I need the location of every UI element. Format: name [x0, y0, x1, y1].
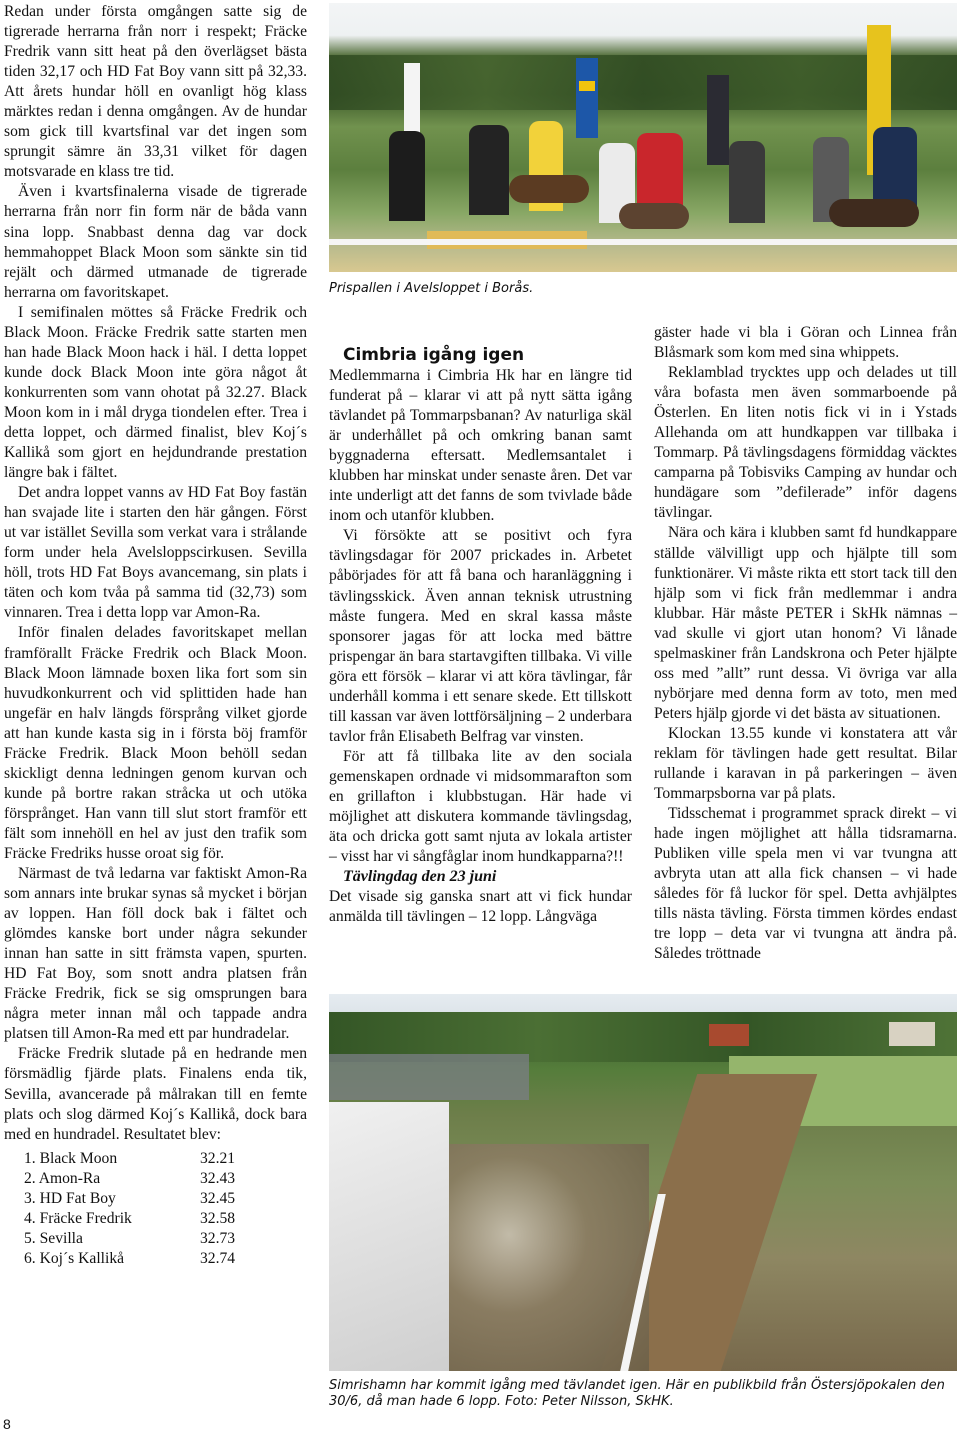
- article-column-1: [4, 2, 307, 1269]
- result-time: 32.73: [200, 1229, 236, 1247]
- greyhound-silhouette: [829, 199, 919, 227]
- paragraph: Nära och kära i klubben samt fd hundkappare ställde välvilligt upp och hjälpte till som funktionärer. Vi måste rikta ett stort tack till den hjälp som vi fick från medlemmar i andra klubbar. Här måste PETER i SkHk nämnas – vad skulle vi gjort utan honom? Vi lånade spelmaskiner från Landskrona och Peter hjälpte oss med ”allt” runt dessa. Vi övriga var alla nybörjare med denna form av toto, men med Peters hjälp gjorde vi det bästa av situationen.: [654, 524, 957, 722]
- flag-dark: [707, 75, 729, 165]
- crowd: [449, 1144, 649, 1371]
- result-dog: 4. Fräcke Fredrik: [24, 1209, 132, 1227]
- greyhound-silhouette: [509, 175, 589, 203]
- paragraph: Tidsschemat i programmet sprack direkt – vi hade ingen möjlighet att hålla tidsramarna. Publiken ville spela men vi var tvungna att avbryta utan att alla fick chansen – vi hade således för få luckor för spel. Detta avhjälptes tills nästa tävling. Första timmen kördes endast tre lopp – deta var vi tvungna att ändra på. Således tröttnade: [654, 805, 957, 963]
- result-row: [24, 1229, 307, 1249]
- photo-caption: Simrishamn har kommit igång med tävlandet igen. Här en publikbild från Östersjöpokalen den 30/6, då man hade 6 lopp. Foto: Peter Nilsson, SkHK.: [329, 1378, 945, 1409]
- section-heading: Cimbria igång igen: [343, 345, 525, 365]
- result-dog: 1. Black Moon: [24, 1149, 118, 1167]
- racetrack-crowd-photo: [329, 994, 957, 1371]
- person-silhouette: [729, 141, 765, 223]
- photo-caption: Prispallen i Avelsloppet i Borås.: [329, 281, 534, 296]
- result-time: 32.21: [200, 1149, 236, 1167]
- article-column-3: [654, 323, 957, 965]
- railing: [329, 239, 957, 245]
- paragraph: Reklamblad trycktes upp och delades ut till våra bofasta men även sommarboende på Österlen. En liten notis fick vi in i Ystads Allehanda om att hundkappen var tillbaka i Tommarp. På tävlingsdagens förmiddag väcktes camparna på Tobisviks Camping av hundar och hundägare som ”defilerade” inför dagens tävlingar.: [654, 364, 957, 522]
- grandstand-roof: [329, 1102, 449, 1371]
- paragraph: Även i kvartsfinalerna visade de tigrerade herrarna från norr fin form när de båda vann sina lopp. Snabbast denna dag var dock hemmahoppet Black Moon som sänkte sin tid rejält och därmed utmanade de tigrerade herrarna om favoritskapet.: [4, 183, 307, 301]
- parked-cars: [329, 1054, 529, 1100]
- person-silhouette: [389, 131, 425, 221]
- result-row: [24, 1209, 307, 1229]
- subheading: Tävlingdag den 23 juni: [343, 868, 497, 886]
- result-dog: 3. HD Fat Boy: [24, 1189, 116, 1207]
- result-dog: 6. Koj´s Kallikå: [24, 1249, 125, 1267]
- paragraph: Det visade sig ganska snart att vi fick hundar anmälda till tävlingen – 12 lopp. Långväga: [329, 888, 632, 926]
- paragraph: Vi försökte att se positivt och fyra tävlingsdagar för 2007 prickades in. Arbetet påbörjades för att få bana och haranläggning i tävlingsskick. Även annan teknisk utrustning måste fungera. Med en skral kassa måste sponsorer jagas för att locka med bättre prispengar än bara startavgiften tillbaka. Vi ville göra ett försök – klarar vi att köra tävlingar, får underhåll komma i ett senare skede. Ett tillskott till kassan var även lottförsäljning – 2 underbara tavlor från Elisabeth Belfrag var vinsten.: [329, 527, 632, 745]
- house: [709, 1024, 749, 1046]
- result-row: [24, 1149, 307, 1169]
- result-row: [24, 1189, 307, 1209]
- podium-photo: [329, 3, 957, 272]
- house: [889, 1022, 935, 1046]
- paragraph: Klockan 13.55 kunde vi konstatera att vår reklam för tävlingen hade gett resultat. Bilar rullande i karavan in på parkeringen – även Tommarpsborna var på plats.: [654, 724, 957, 803]
- article-column-2: [329, 344, 632, 927]
- tree-line: [329, 55, 957, 110]
- paragraph: Inför finalen delades favoritskapet mellan framförallt Fräcke Fredrik och Black Moon. Black Moon lämnade boxen lika fort som sin huvudkonkurrent och vid splittiden hade han ungefär en halv längds försprång vilket gjorde att han kunde kasta sig in i första böj framför Fräcke Fredrik. Black Moon behöll sedan skickligt denna ledningen genom kurvan och kunde på bortre rakan stråcka ut och utöka försprånget. Han vann till slut stort framför ett fält som innehöll en hel av just den trafik som Fräcke Fredriks husse oroat sig för.: [4, 624, 307, 862]
- paragraph: Närmast de två ledarna var faktiskt Amon-Ra som annars inte brukar synas så mycket i början av loppen. Han föll dock bak i fältet och glömdes kanske bort under några sekunder innan han satte in sitt främsta vapen, spurten. HD Fat Boy, som snott andra platsen från Fräcke Fredrik, fick se sig omsprungen bara några meter innan mål och tappade andra platsen till Amon-Ra med ett par hundradelar.: [4, 865, 307, 1043]
- paragraph: Medlemmarna i Cimbria Hk har en längre tid funderat på – klarar vi att på nytt sätta igång tävlandet på Tommarpsbanan? Av naturliga skäl är underhållet på och omkring banan samt byggnaderna eftersatt. Medlemsantalet i klubben har minskat under senaste åren. Det var inte underligt att det fanns de som tvivlade både inom och utanför klubben.: [329, 367, 632, 525]
- swedish-flag-cross: [579, 81, 595, 91]
- person-silhouette: [469, 125, 509, 215]
- flag-white: [404, 63, 420, 133]
- result-row: [24, 1249, 307, 1269]
- result-time: 32.45: [200, 1189, 236, 1207]
- result-dog: 2. Amon-Ra: [24, 1169, 101, 1187]
- result-time: 32.43: [200, 1169, 236, 1187]
- result-time: 32.58: [200, 1209, 236, 1227]
- results-list: [4, 1149, 307, 1269]
- paragraph: Det andra loppet vanns av HD Fat Boy fastän han svajade lite i starten den här gången. Först ut var istället Sevilla som verkat vara i strålande form under hela Avelsloppscirkusen. Sevilla höll, trots HD Fat Boys avancemang, sin plats i täten och kom tvåa på samma tid (32,73) som vinnaren. Trea i detta lopp var Amon-Ra.: [4, 484, 307, 622]
- paragraph: gäster hade vi bla i Göran och Linnea från Blåsmark som kom med sina whippets.: [654, 324, 957, 362]
- paragraph: Redan under första omgången satte sig de tigrerade herrarna från norr i respekt; Fräcke Fredrik vann sitt heat på den överlägset bästa tiden 32,17 och HD Fat Boy vann sitt på 32,33. Att årets hundar höll en ovanligt hög klass märktes redan i denna omgången. Av de hundar som gick till kvartsfinal var det ingen som sprungit sämre än 33,31 vilket för dagen motsvarade en klass tre tid.: [4, 3, 307, 181]
- result-dog: 5. Sevilla: [24, 1229, 83, 1247]
- greyhound-silhouette: [619, 203, 689, 229]
- paragraph: Fräcke Fredrik slutade på en hedrande men försmädlig fjärde plats. Finalens enda tik, Sevilla, avancerade på målrakan till en femte plats och slog därmed Koj´s Kallikå, dock bara med en hundradel. Resultatet blev:: [4, 1045, 307, 1143]
- paragraph: I semifinalen möttes så Fräcke Fredrik och Black Moon. Fräcke Fredrik satte starten men han hade Black Moon hack i häl. I detta loppet kunde dock Black Moon inte göra något åt konkurrenten som vann ohotat på 32.27. Black Moon kom in i mål dryga tiondelen efter. Trea i detta loppet, och därmed finalist, blev Koj´s Kallikå som gjort en hejdundrande prestation längre bak i fältet.: [4, 303, 307, 482]
- page-number: 8: [3, 1416, 11, 1432]
- result-time: 32.74: [200, 1249, 236, 1267]
- paragraph: För att få tillbaka lite av den sociala gemenskapen ordnade vi midsommarafton som en grillafton i klubbstugan. Här hade vi möjlighet att diskutera kommande tävlingsdag, äta och dricka gott samt njuta av lokala artister – visst har vi sångfåglar inom hundkapparna?!!: [329, 747, 632, 866]
- result-row: [24, 1169, 307, 1189]
- swedish-flag: [576, 58, 598, 138]
